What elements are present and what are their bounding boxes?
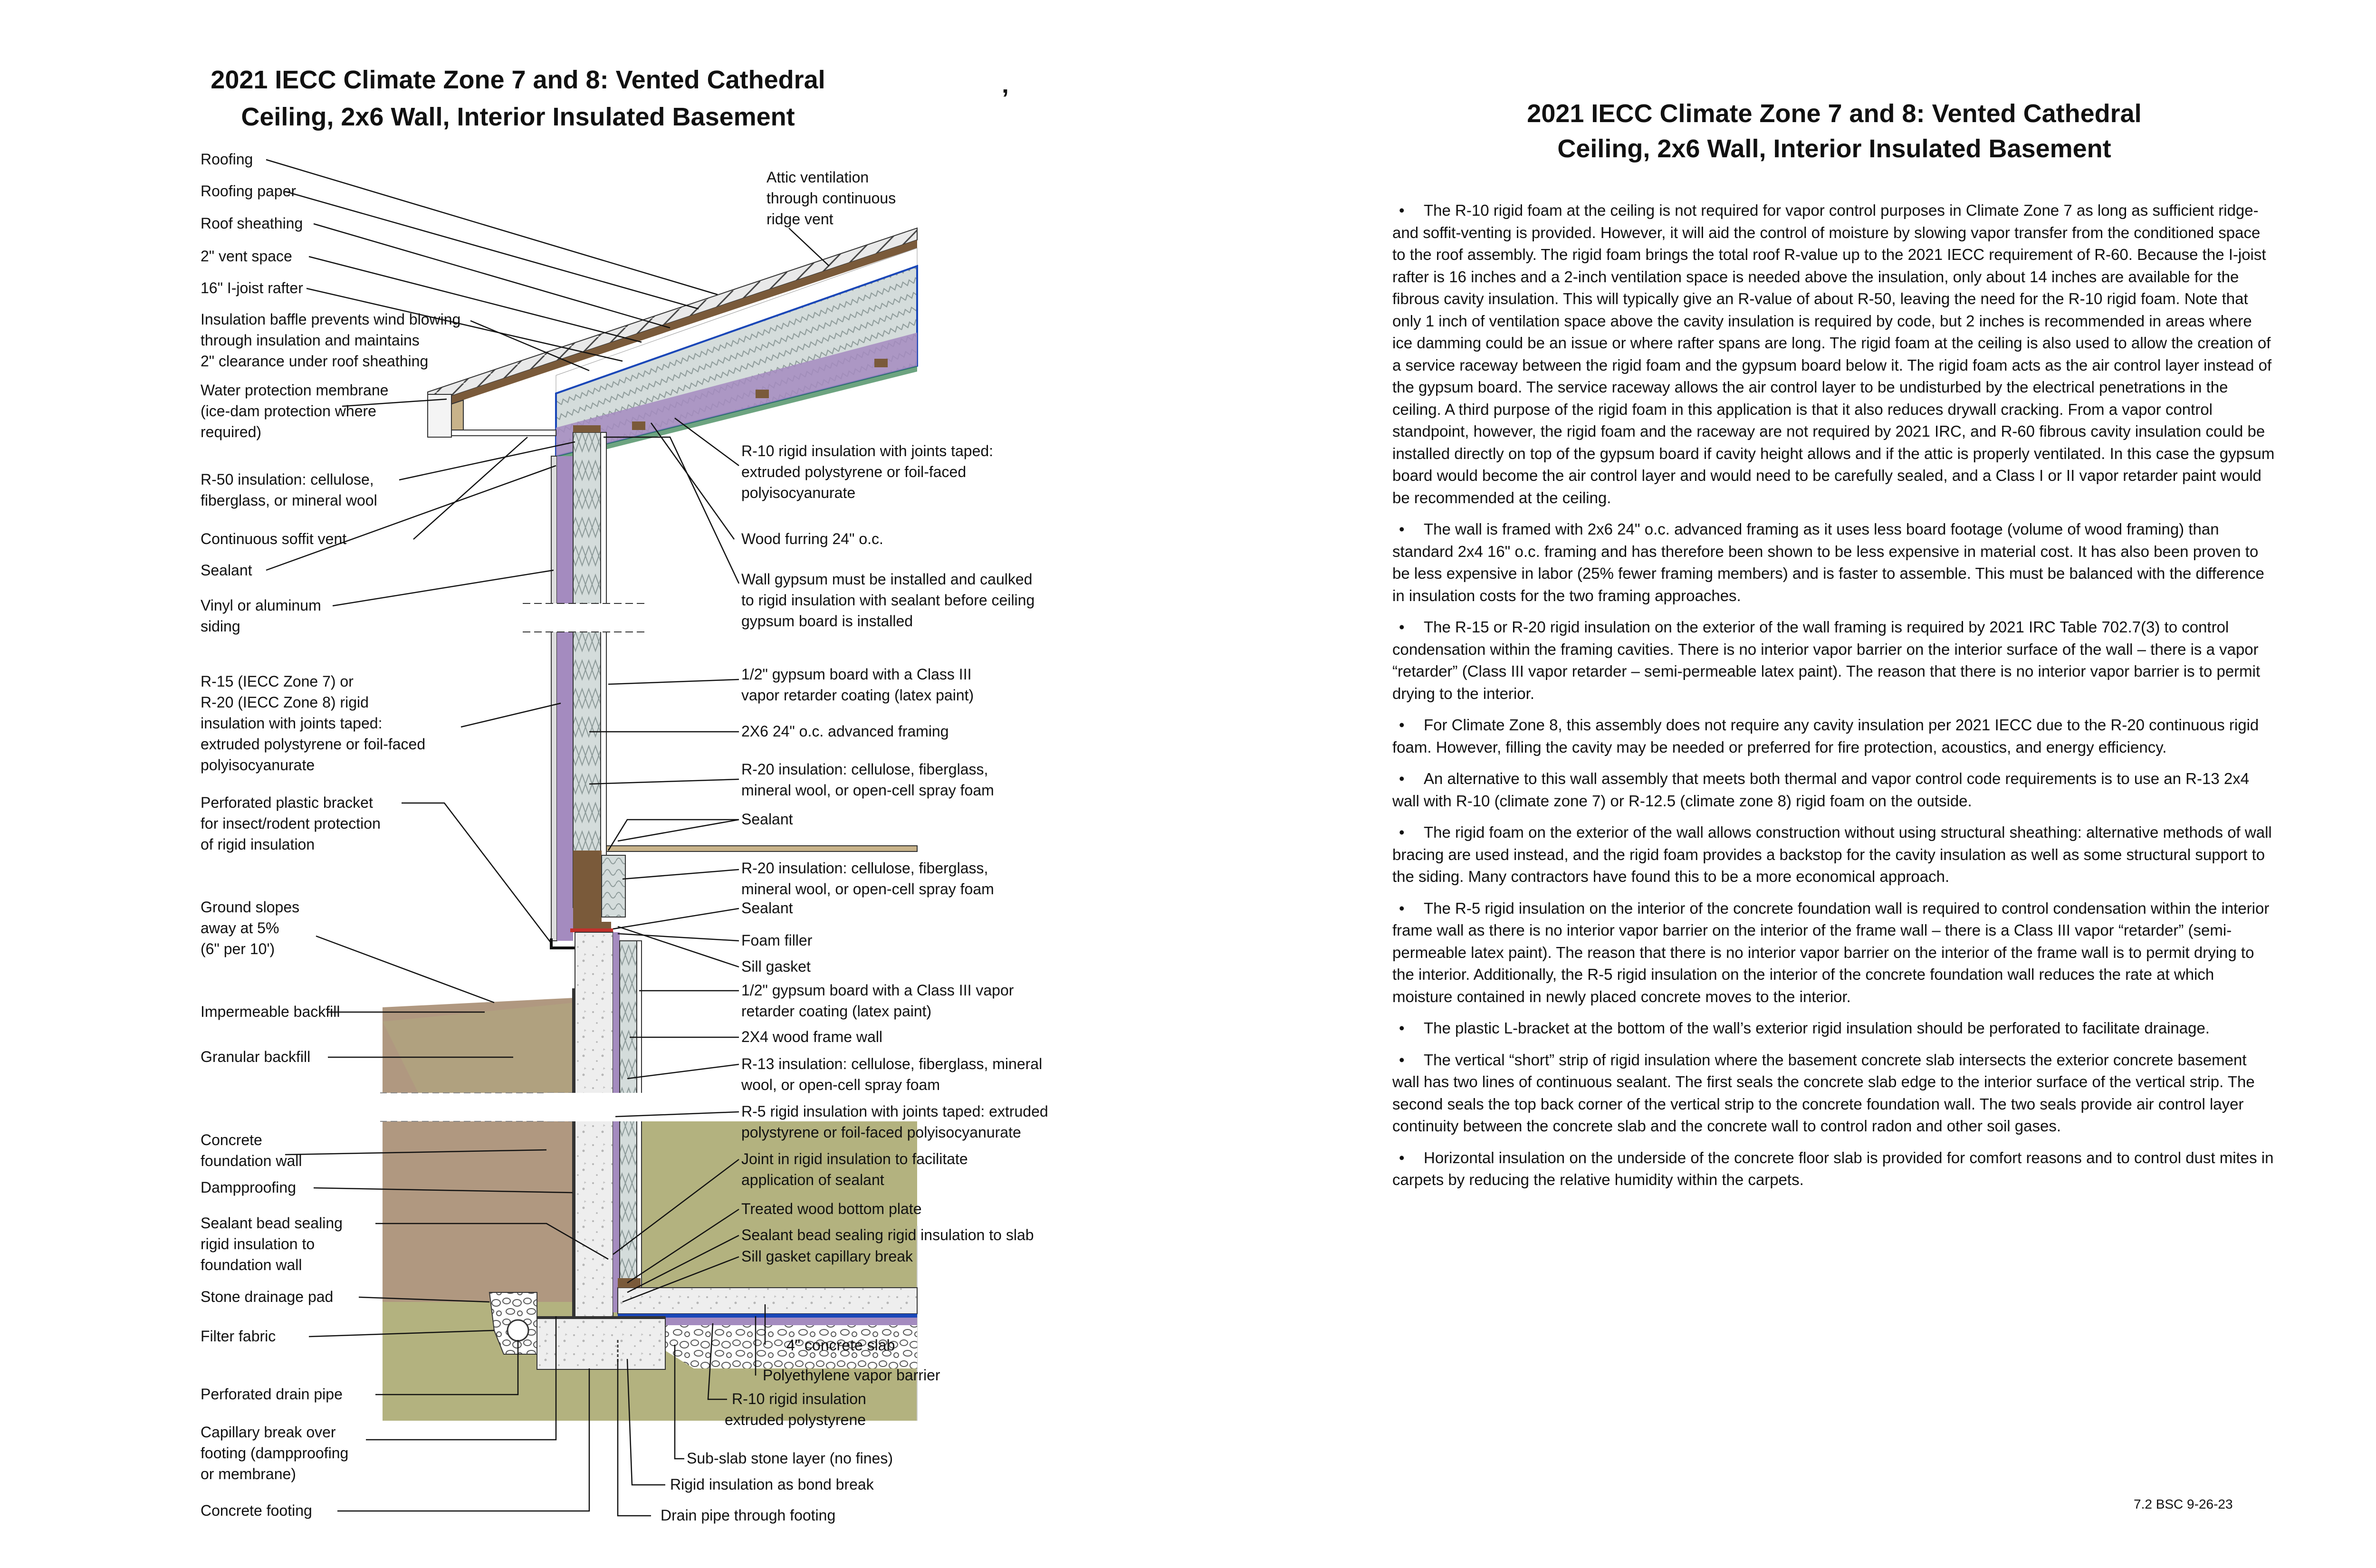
label-concrete-footing: Concrete footing [201,1502,312,1519]
note-item [1392,200,2276,509]
label-sealant-bead-foundation: Sealant bead sealing rigid insulation to foundation wall [201,1214,343,1273]
label-joint-rigid: Joint in rigid insulation to facilitate application of sealant [741,1150,968,1188]
wall-break-gap [523,603,646,632]
notes-list [1392,200,2276,1191]
note-text: The R-10 rigid foam at the ceiling is not required for vapor control purposes in Climate Zone 7 as long as sufficient ridge- and soffit-venting is provided. However, it will aid the control of moisture by slowing vapor transfer from the conditioned space to the roof assembly. The rigid foam brings the total roof R-value up to the 2021 IECC requirement of R-60. Because the I-joist rafter is 16 inches and a 2-inch ventilation space is needed above the insulation, only about 14 inches are available for the fibrous cavity insulation. This will typically give an R-value of about R-50, leaving the need for the R-10 rigid foam. Note that only 1 inch of ventilation space above the cavity insulation is required by code, but 2 inches is recommended in areas where ice damming could be an issue or where rafter spans are long. The rigid foam at the ceiling is also used to allow the creation of a service raceway between the rigid foam and the gypsum board below it. The rigid foam acts as the air control layer instead of the gypsum board. The service raceway allows the air control layer to be undisturbed by the electrical penetrations in the ceiling. A third purpose of the rigid foam in this application is that it also reduces drywall cracking. From a vapor control standpoint, however, the rigid foam and the raceway are not required by 2021 IRC, and R-60 fibrous cavity insulation could be installed directly on top of the gypsum board if cavity height allows and if the attic is properly ventilated. In this case the gypsum board would become the air control layer and would need to be carefully sealed, and a Class I or II vapor retarder paint would be recommended at the ceiling. [1392,201,2275,507]
label-perforated-drain-pipe: Perforated drain pipe [201,1386,343,1403]
bullet: • [1399,899,1405,917]
label-r10-under-slab: R-10 rigid insulation extruded polystyrene [725,1390,866,1428]
stray-mark: ’ [1002,84,1009,113]
wall-cavity-insulation [573,432,601,908]
foundation-break-gap [546,1093,656,1121]
label-sill-gasket-capillary: Sill gasket capillary break [741,1248,913,1265]
bullet: • [1399,1019,1405,1037]
label-soffit-vent: Continuous soffit vent [201,530,347,547]
label-sealant-slab: Sealant bead sealing rigid insulation to slab [741,1226,1034,1243]
bullet: • [1399,201,1405,219]
label-impermeable-backfill: Impermeable backfill [201,1003,340,1020]
wall-interior-gypsum [601,432,606,908]
note-item [1392,518,2276,607]
note-text: An alternative to this wall assembly that meets both thermal and vapor control code requirements is to use an R-13 2x4 wall with R-10 (climate zone 7) or R-12.5 (climate zone 8) rigid foam on the outside. [1392,770,2250,810]
label-exterior-rigid-insulation: R-15 (IECC Zone 7) or R-20 (IECC Zone 8) rigid insulation with joints taped: extruded polystyrene or foil-faced polyisocyanurate [201,673,426,774]
rim-joist [573,851,602,922]
label-bond-break: Rigid insulation as bond break [670,1476,874,1493]
label-insulation-baffle: Insulation baffle prevents wind blowing through insulation and maintains 2" clearance under roof sheathing [201,311,461,370]
furring-2 [756,390,769,398]
concrete-foundation-wall [575,932,613,1317]
wall-exterior-rigid-insulation [557,456,573,941]
bottom-plate [618,1278,641,1288]
label-granular-backfill: Granular backfill [201,1048,311,1065]
label-r50-insulation: R-50 insulation: cellulose, fiberglass, or mineral wool [201,471,377,509]
label-sill-gasket: Sill gasket [741,958,811,975]
label-r13-insulation: R-13 insulation: cellulose, fiberglass, mineral wool, or open-cell spray foam [741,1055,1043,1093]
sill-sealant [570,928,613,932]
note-text: The vertical “short” strip of rigid insulation where the basement concrete slab intersects the exterior concrete basement wall has two lines of continuous sealant. The first seals the concrete slab edge to the interior surface of the vertical strip. The second seals the top back corner of the vertical strip to the concrete foundation wall. The two seals provide air control layer continuity between the concrete slab and the concrete wall to control radon and other soil gases. [1392,1051,2255,1135]
diagram-title-line1: 2021 IECC Climate Zone 7 and 8: Vented Cathedral [211,66,825,94]
bullet: • [1399,823,1405,841]
label-wood-furring: Wood furring 24" o.c. [741,530,883,547]
label-roofing: Roofing [201,151,253,168]
floor-framing [606,846,917,851]
label-water-membrane: Water protection membrane (ice-dam protection where required) [201,382,389,440]
water-membrane [428,394,451,437]
label-stone-drainage-pad: Stone drainage pad [201,1288,334,1305]
perforated-drain-pipe [508,1320,528,1341]
notes-panel [1392,86,2276,1201]
sill-plate [573,922,611,928]
notes-title-line1: 2021 IECC Climate Zone 7 and 8: Vented Cathedral [1527,99,2142,128]
document-code: 7.2 BSC 9-26-23 [2134,1497,2233,1511]
label-r20-rim-insulation: R-20 insulation: cellulose, fiberglass, mineral wool, or open-cell spray foam [741,860,994,898]
label-2x4-wall: 2X4 wood frame wall [741,1028,883,1045]
note-item [1392,768,2276,812]
note-text: For Climate Zone 8, this assembly does not require any cavity insulation per 2021 IECC due to the R-20 continuous rigid foam. However, filling the cavity may be needed or preferred for fire protection, acoustics, and energy efficiency. [1392,716,2259,756]
furring-3 [874,359,888,367]
bullet: • [1399,716,1405,734]
bullet: • [1399,1148,1405,1166]
label-siding: Vinyl or aluminum siding [201,597,321,635]
note-text: The plastic L-bracket at the bottom of the wall’s exterior rigid insulation should be perforated to facilitate drainage. [1424,1019,2210,1037]
dampproofing [572,988,575,1316]
label-drain-pipe-footing: Drain pipe through footing [661,1507,836,1524]
granular-backfill-lower [383,1121,575,1302]
siding [551,456,557,941]
bullet: • [1399,1051,1405,1069]
label-sealant-top: Sealant [201,562,252,579]
note-item [1392,898,2276,1008]
basement-stud-cavity [620,941,637,1309]
top-plate [573,425,601,432]
note-item [1392,616,2276,705]
label-capillary-break: Capillary break over footing (dampproofing or membrane) [201,1424,349,1482]
note-item [1392,1147,2276,1191]
label-basement-gypsum: 1/2" gypsum board with a Class III vapor retarder coating (latex paint) [741,982,1014,1020]
notes-title-line2: Ceiling, 2x6 Wall, Interior Insulated Basement [1557,134,2111,163]
label-concrete-foundation-wall: Concrete foundation wall [201,1131,302,1169]
label-sealant-sill: Sealant [741,899,793,917]
concrete-slab [618,1288,917,1314]
note-item [1392,822,2276,888]
label-sub-slab-stone: Sub-slab stone layer (no fines) [687,1450,893,1467]
label-bottom-plate: Treated wood bottom plate [741,1200,922,1217]
label-attic-ventilation: Attic ventilation through continuous ridge vent [766,169,896,228]
note-text: The wall is framed with 2x6 24" o.c. advanced framing as it uses less board footage (volume of wood framing) than standard 2x4 16" o.c. framing and has therefore been shown to be less expensive in material cost. It has also been proven to be less expensive in labor (25% fewer framing members) and is faster to assemble. This must be balanced with the difference in insulation costs for the two framing approaches. [1392,520,2264,604]
note-text: The R-15 or R-20 rigid insulation on the exterior of the wall framing is required by 2021 IRC Table 702.7(3) to control condensation within the framing cavities. There is no interior vapor barrier on the interior surface of the wall – there is a vapor “retarder” (Class III vapor retarder – semi-permeable latex paint). The reason that there is no interior vapor barrier is to permit drying to the interior. [1392,618,2261,702]
bullet: • [1399,618,1405,636]
label-filter-fabric: Filter fabric [201,1328,276,1345]
label-sealant-mid: Sealant [741,811,793,828]
label-gypsum-board: 1/2" gypsum board with a Class III vapor retarder coating (latex paint) [741,666,974,704]
label-foam-filler: Foam filler [741,932,813,949]
bullet: • [1399,770,1405,787]
label-roofing-paper: Roofing paper [201,182,297,200]
notes-title [1392,96,2276,166]
label-i-joist-rafter: 16" I-joist rafter [201,279,303,296]
label-ground-slope: Ground slopes away at 5% (6" per 10') [201,899,300,957]
label-perforated-bracket: Perforated plastic bracket for insect/rodent protection of rigid insulation [201,794,381,853]
label-r5-rigid: R-5 rigid insulation with joints taped: extruded polystyrene or foil-faced polyisocyanurate [741,1103,1048,1141]
note-text: The R-5 rigid insulation on the interior of the concrete foundation wall is required to control condensation within the interior frame wall as there is no interior vapor barrier on the interior of the frame wall – there is a Class III vapor “retarder” (semi-permeable latex paint). The reason that there is no interior vapor barrier on the interior of the frame wall is to permit drying to the interior. Additionally, the R-5 rigid insulation on the interior of the concrete foundation wall reduces the rate at which moisture contained in newly placed concrete moves to the interior. [1392,899,2270,1005]
furring-1 [632,421,645,430]
label-r10-rigid-ceiling: R-10 rigid insulation with joints taped: extruded polystyrene or foil-faced polyisocyanurate [741,442,994,501]
basement-rigid-insulation [613,932,620,1312]
label-advanced-framing: 2X6 24" o.c. advanced framing [741,723,949,740]
label-concrete-slab: 4" concrete slab [786,1337,895,1354]
roof-assembly [428,228,917,462]
note-item [1392,714,2276,758]
rim-insulation [602,855,625,917]
bullet: • [1399,520,1405,538]
note-text: The rigid foam on the exterior of the wall allows construction without using structural sheathing: alternative methods of wall bracing are used instead, and the rigid foam provides a backstop for the cavity insulation as well as some structural support to the siding. Many contractors have found this to be a more economical approach. [1392,823,2272,885]
basement-gypsum [637,941,642,1309]
note-item [1392,1017,2276,1040]
label-r20-wall-insulation: R-20 insulation: cellulose, fiberglass, mineral wool, or open-cell spray foam [741,761,994,799]
label-dampproofing: Dampproofing [201,1179,296,1196]
label-vent-space: 2" vent space [201,248,292,265]
note-item [1392,1049,2276,1138]
label-roof-sheathing: Roof sheathing [201,215,303,232]
label-wall-gypsum-note: Wall gypsum must be installed and caulked to rigid insulation with sealant before ceiling gypsum board is installed [741,571,1035,630]
diagram-title-line2: Ceiling, 2x6 Wall, Interior Insulated Basement [241,103,795,131]
label-polyethylene-barrier: Polyethylene vapor barrier [763,1367,940,1384]
note-text: Horizontal insulation on the underside of the concrete floor slab is provided for comfort reasons and to control dust mites in carpets by reducing the relative humidity within the carpets. [1392,1148,2274,1188]
